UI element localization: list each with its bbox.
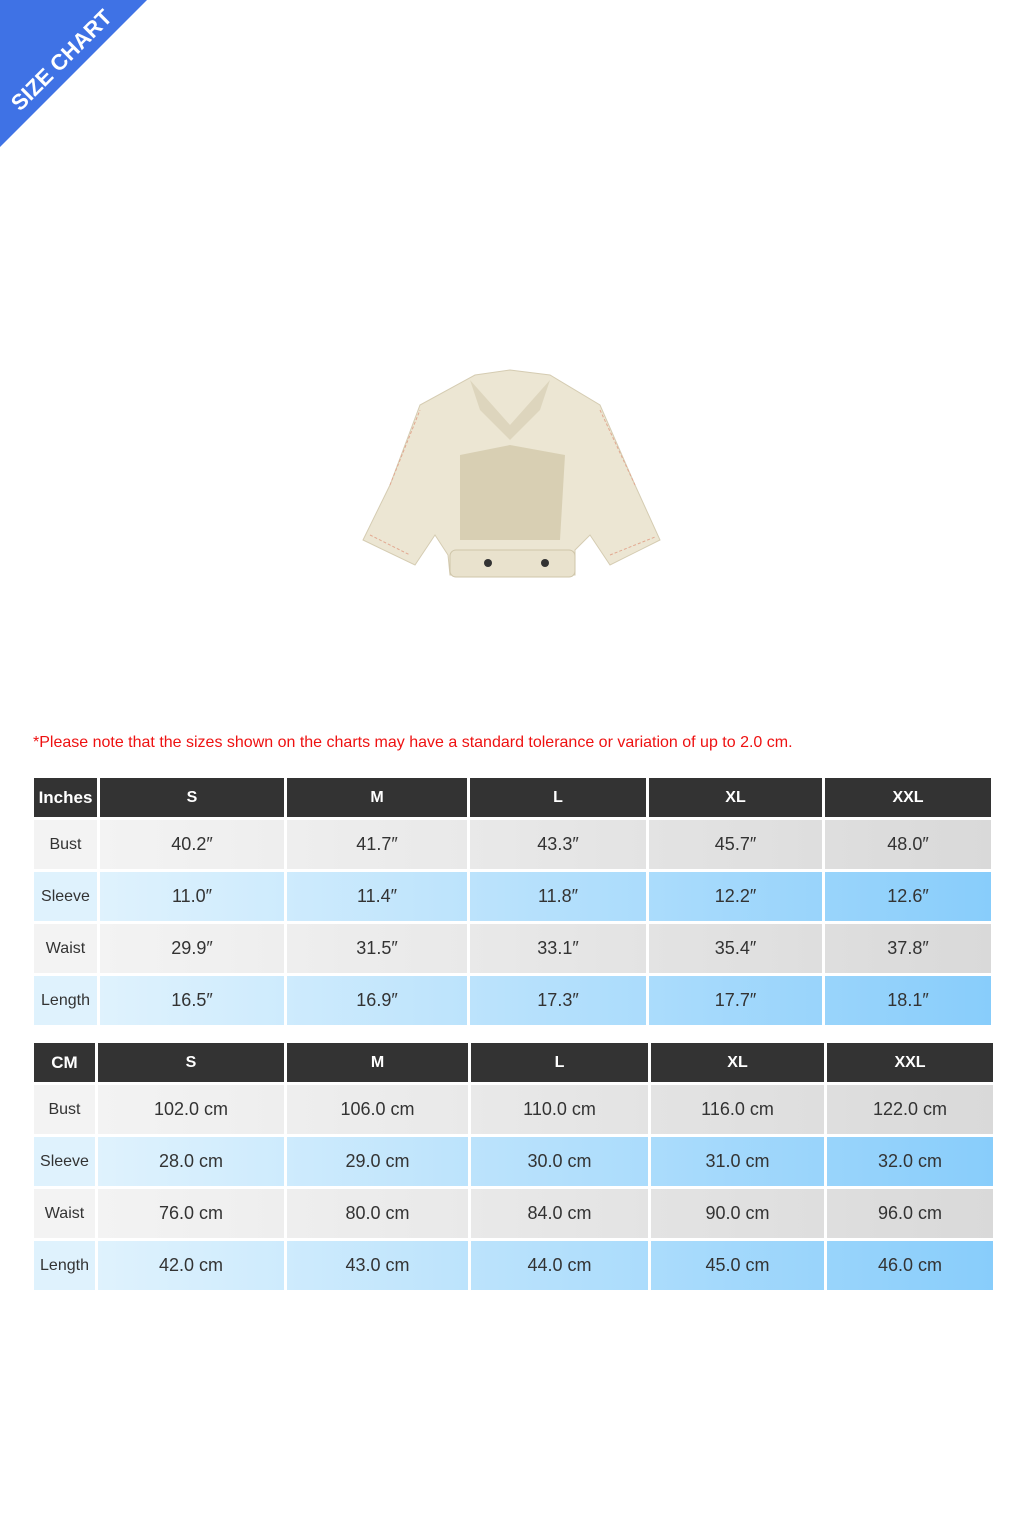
measurement-cell: 80.0 cm xyxy=(287,1189,468,1238)
measurement-cell: 106.0 cm xyxy=(287,1085,468,1134)
measurement-cell: 45.0 cm xyxy=(651,1241,824,1290)
measurement-cell: 122.0 cm xyxy=(827,1085,993,1134)
measurement-cell: 17.7″ xyxy=(649,976,822,1025)
measurement-cell: 84.0 cm xyxy=(471,1189,648,1238)
size-header-m: M xyxy=(287,778,467,817)
row-label-length: Length xyxy=(34,1241,95,1290)
size-header-xl: XL xyxy=(651,1043,824,1082)
size-header-l: L xyxy=(471,1043,648,1082)
row-label-sleeve: Sleeve xyxy=(34,872,97,921)
measurement-cell: 31.5″ xyxy=(287,924,467,973)
measurement-cell: 35.4″ xyxy=(649,924,822,973)
measurement-cell: 12.2″ xyxy=(649,872,822,921)
cm-size-table xyxy=(34,1043,990,1290)
measurement-cell: 32.0 cm xyxy=(827,1137,993,1186)
measurement-cell: 16.9″ xyxy=(287,976,467,1025)
size-header-xxl: XXL xyxy=(827,1043,993,1082)
measurement-cell: 45.7″ xyxy=(649,820,822,869)
measurement-cell: 18.1″ xyxy=(825,976,991,1025)
measurement-cell: 90.0 cm xyxy=(651,1189,824,1238)
measurement-cell: 40.2″ xyxy=(100,820,284,869)
measurement-cell: 37.8″ xyxy=(825,924,991,973)
measurement-cell: 46.0 cm xyxy=(827,1241,993,1290)
measurement-cell: 11.8″ xyxy=(470,872,646,921)
size-header-s: S xyxy=(98,1043,284,1082)
measurement-cell: 33.1″ xyxy=(470,924,646,973)
size-header-s: S xyxy=(100,778,284,817)
measurement-cell: 42.0 cm xyxy=(98,1241,284,1290)
measurement-cell: 17.3″ xyxy=(470,976,646,1025)
row-label-waist: Waist xyxy=(34,1189,95,1238)
measurement-cell: 30.0 cm xyxy=(471,1137,648,1186)
measurement-cell: 96.0 cm xyxy=(827,1189,993,1238)
measurement-cell: 29.0 cm xyxy=(287,1137,468,1186)
measurement-cell: 76.0 cm xyxy=(98,1189,284,1238)
measurement-cell: 44.0 cm xyxy=(471,1241,648,1290)
measurement-cell: 43.0 cm xyxy=(287,1241,468,1290)
measurement-cell: 116.0 cm xyxy=(651,1085,824,1134)
measurement-cell: 48.0″ xyxy=(825,820,991,869)
measurement-cell: 29.9″ xyxy=(100,924,284,973)
measurement-cell: 43.3″ xyxy=(470,820,646,869)
measurement-cell: 31.0 cm xyxy=(651,1137,824,1186)
measurement-cell: 110.0 cm xyxy=(471,1085,648,1134)
measurement-cell: 41.7″ xyxy=(287,820,467,869)
inches-size-table xyxy=(34,778,990,1025)
row-label-sleeve: Sleeve xyxy=(34,1137,95,1186)
measurement-cell: 11.4″ xyxy=(287,872,467,921)
measurement-cell: 16.5″ xyxy=(100,976,284,1025)
row-label-bust: Bust xyxy=(34,820,97,869)
product-image-cropped-jacket xyxy=(360,365,664,590)
size-header-m: M xyxy=(287,1043,468,1082)
measurement-cell: 102.0 cm xyxy=(98,1085,284,1134)
measurement-cell: 28.0 cm xyxy=(98,1137,284,1186)
size-header-l: L xyxy=(470,778,646,817)
size-header-xxl: XXL xyxy=(825,778,991,817)
size-chart-banner xyxy=(0,0,150,150)
table-corner-header: CM xyxy=(34,1043,95,1082)
row-label-bust: Bust xyxy=(34,1085,95,1134)
tolerance-note: *Please note that the sizes shown on the charts may have a standard tolerance or variation of up to 2.0 cm. xyxy=(33,734,793,751)
table-corner-header: Inches xyxy=(34,778,97,817)
measurement-cell: 11.0″ xyxy=(100,872,284,921)
row-label-waist: Waist xyxy=(34,924,97,973)
size-header-xl: XL xyxy=(649,778,822,817)
row-label-length: Length xyxy=(34,976,97,1025)
measurement-cell: 12.6″ xyxy=(825,872,991,921)
banner-label: SIZE CHART xyxy=(5,4,117,116)
